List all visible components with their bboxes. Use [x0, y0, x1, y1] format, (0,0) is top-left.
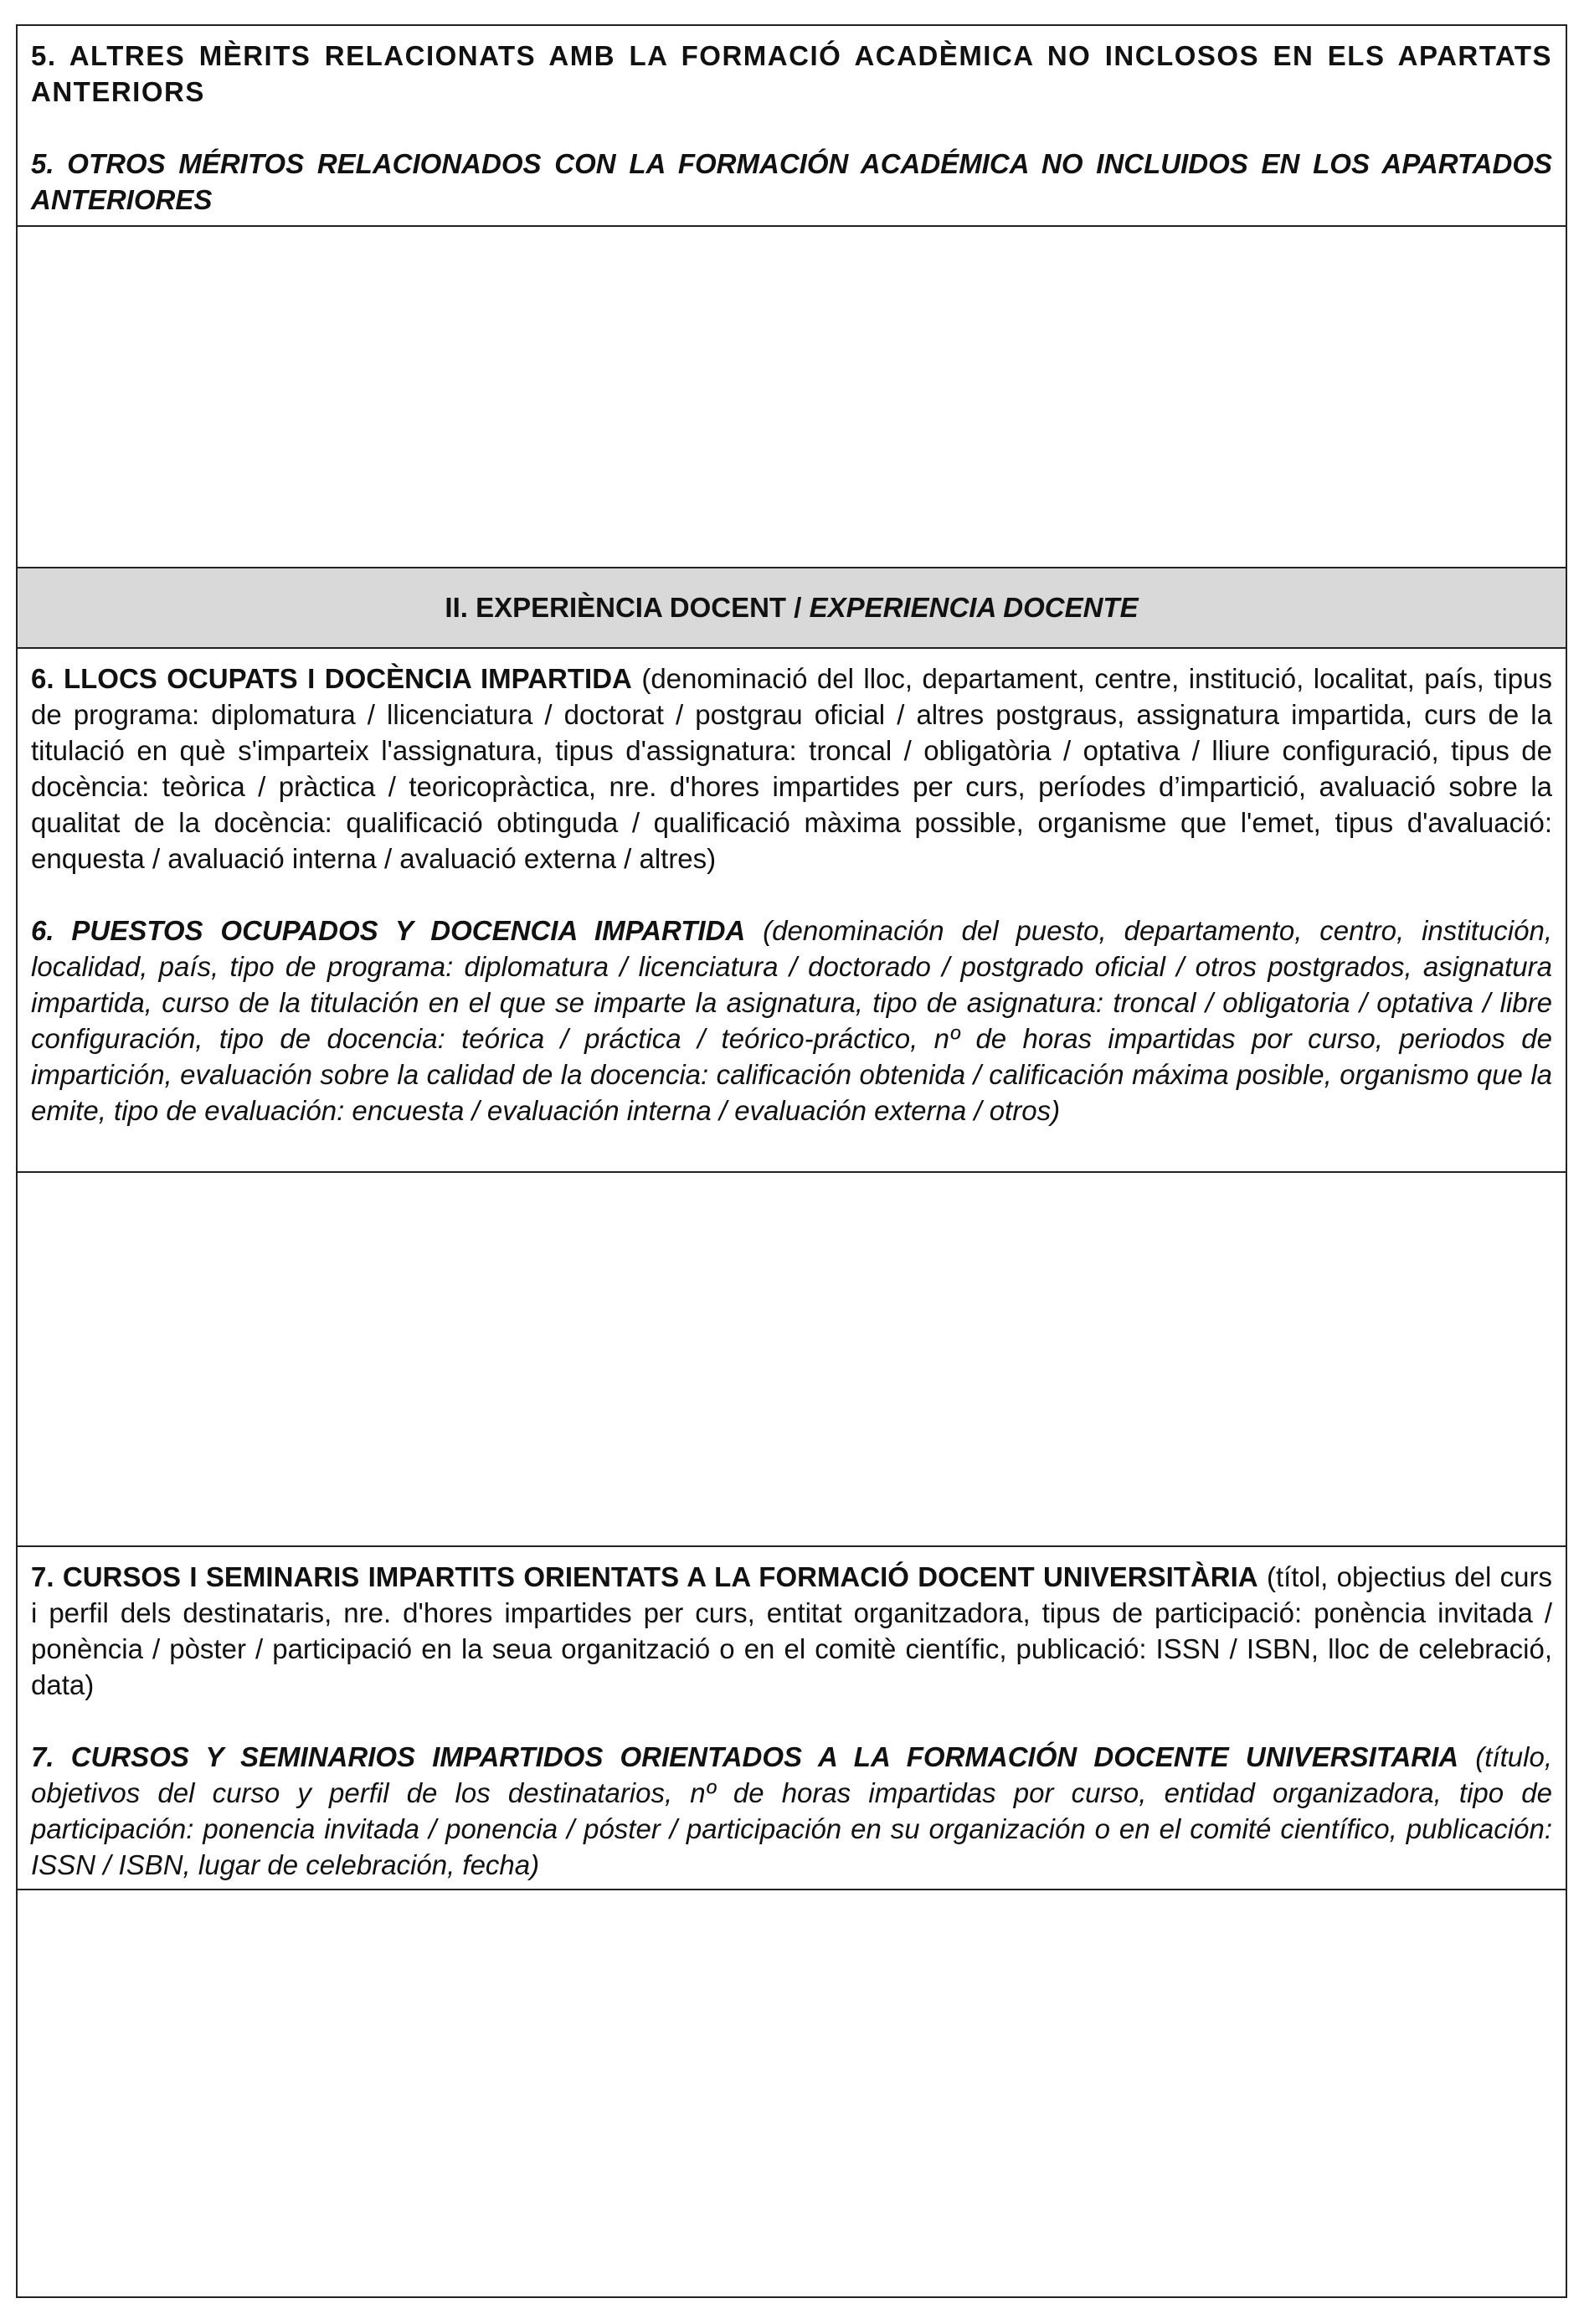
- section-7-heading-catalan: 7. CURSOS I SEMINARIS IMPARTITS ORIENTATS A LA FORMACIÓ DOCENT UNIVERSITÀRIA: [31, 1561, 1258, 1592]
- block-2-header: [18, 568, 1566, 649]
- section-7-answer-text[interactable]: [18, 1890, 1566, 1902]
- section-6-catalan-paragraph: [31, 661, 1552, 877]
- section-7-heading-spanish: 7. CURSOS Y SEMINARIOS IMPARTIDOS ORIENTADOS A LA FORMACIÓN DOCENTE UNIVERSITARIA: [31, 1741, 1459, 1772]
- section-7-description-catalan: (títol, objectius del curs i perfil dels destinataris, nre. d'hores impartides per curs, entitat organitzadora, tipus de participació: ponència invitada / ponència / pòster / participació en la seua organització o en el comitè científic, publicació: ISSN / ISBN, lloc de celebració, data): [31, 1561, 1552, 1700]
- section-7-catalan-paragraph: [31, 1559, 1552, 1703]
- section-6-answer-text[interactable]: [18, 1173, 1566, 1185]
- section-6-spanish-paragraph: [31, 913, 1552, 1129]
- section-5-answer-area[interactable]: [18, 227, 1566, 568]
- section-6-answer-area[interactable]: [18, 1173, 1566, 1547]
- section-7-answer-area[interactable]: [18, 1890, 1566, 2296]
- section-5-answer-text[interactable]: [18, 227, 1566, 239]
- section-5-heading-spanish: 5. OTROS MÉRITOS RELACIONADOS CON LA FORMACIÓN ACADÉMICA NO INCLUIDOS EN LOS APARTADOS ANTERIORES: [31, 148, 1552, 215]
- section-7-heading-cell: [18, 1547, 1566, 1890]
- section-6-description-catalan: (denominació del lloc, departament, centre, institució, localitat, país, tipus de programa: diplomatura / llicenciatura / doctorat / postgrau oficial / altres postgraus, assignatura impartida, curs de la titulació en què s'imparteix l'assignatura, tipus d'assignatura: troncal / obligatòria / optativa / lliure configuració, tipus de docència: teòrica / pràctica / teoricopràctica, nre. d'hores impartides per curs, períodes d’impartició, avaluació sobre la qualitat de la docència: qualificació obtinguda / qualificació màxima possible, organisme que l'emet, tipus d'avaluació: enquesta / avaluació interna / avaluació externa / altres): [31, 663, 1552, 874]
- cv-form-table: [16, 24, 1567, 2298]
- section-5-heading-cell: [18, 26, 1566, 227]
- section-6-description-spanish: (denominación del puesto, departamento, centro, institución, localidad, país, tipo de programa: diplomatura / licenciatura / doctorado / postgrado oficial / otros postgrados, asignatura impartida, curso de la titulación en el que se imparte la asignatura, tipo de asignatura: troncal / obligatoria / optativa / libre configuración, tipo de docencia: teórica / práctica / teórico-práctico, nº de horas impartidas por curso, periodos de impartición, evaluación sobre la calidad de la docencia: calificación obtenida / calificación máxima posible, organismo que la emite, tipo de evaluación: encuesta / evaluación interna / evaluación externa / otros): [31, 915, 1553, 1126]
- section-6-heading-cell: [18, 649, 1566, 1173]
- section-6-heading-spanish: 6. PUESTOS OCUPADOS Y DOCENCIA IMPARTIDA: [31, 915, 746, 946]
- section-7-description-spanish: (título, objetivos del curso y perfil de los destinatarios, nº de horas impartidas por curso, entidad organizadora, tipo de participación: ponencia invitada / ponencia / póster / participación en su organización o en el comité científico, publicación: ISSN / ISBN, lugar de celebración, fecha): [31, 1741, 1552, 1880]
- block-2-title-spanish: EXPERIENCIA DOCENTE: [809, 592, 1139, 623]
- section-7-spanish-paragraph: [31, 1739, 1552, 1883]
- section-6-heading-catalan: 6. LLOCS OCUPATS I DOCÈNCIA IMPARTIDA: [31, 663, 632, 694]
- section-5-heading-catalan: 5. ALTRES MÈRITS RELACIONATS AMB LA FORMACIÓ ACADÈMICA NO INCLOSOS EN ELS APARTATS ANTERIORS: [31, 40, 1552, 107]
- block-2-title-catalan: II. EXPERIÈNCIA DOCENT /: [445, 592, 810, 623]
